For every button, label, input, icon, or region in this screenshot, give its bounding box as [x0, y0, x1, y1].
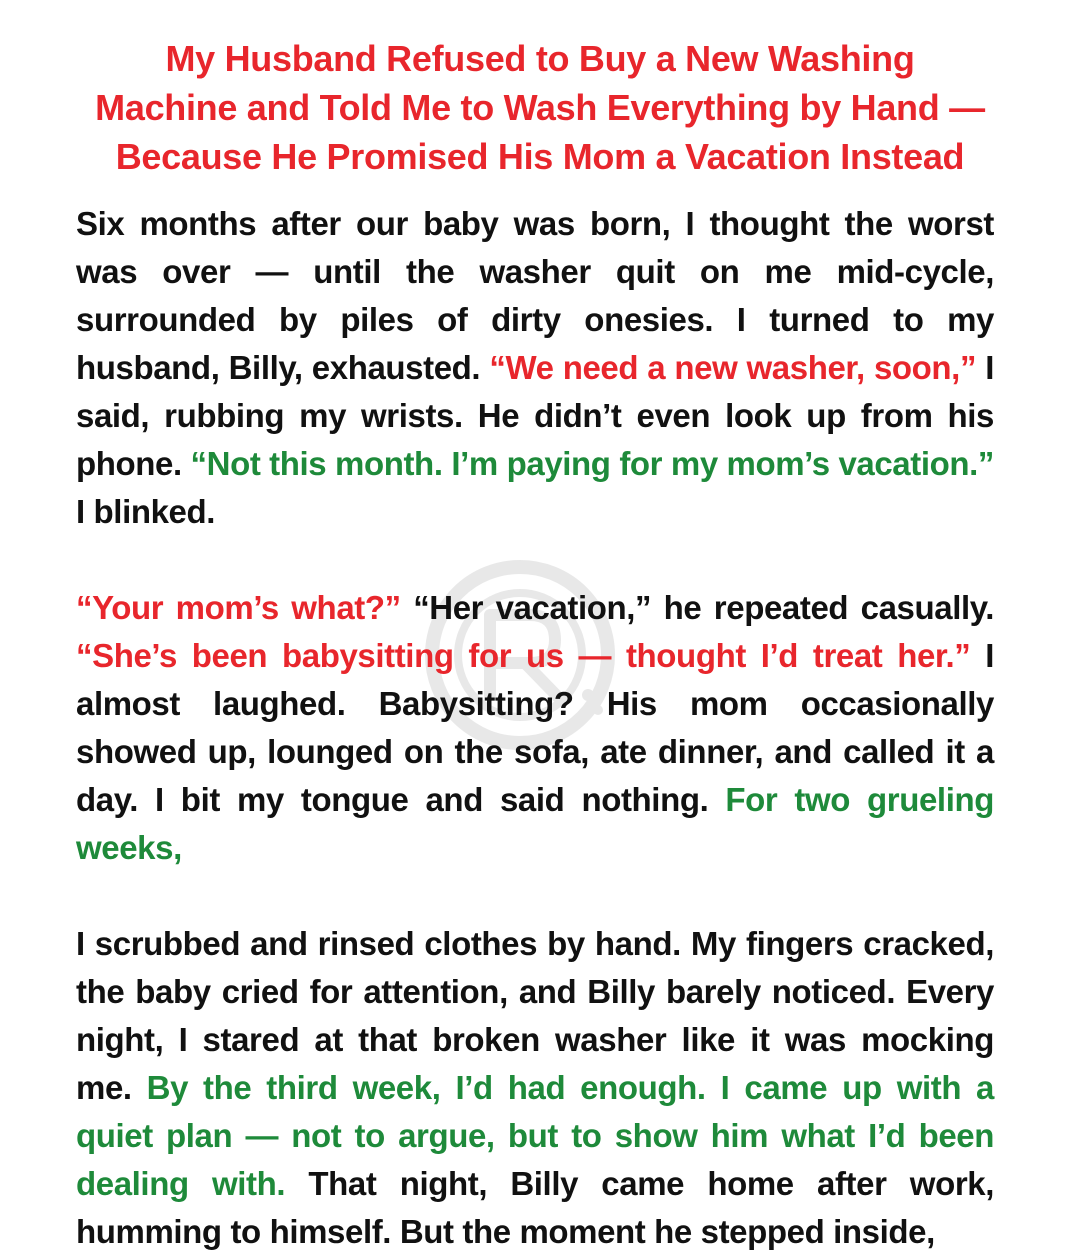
wife-quote: “Your mom’s what?”: [76, 589, 401, 626]
paragraph-3: [76, 920, 994, 1256]
text-segment: I blinked.: [76, 493, 216, 530]
paragraph-2: [76, 584, 994, 872]
paragraph-1: [76, 200, 994, 536]
title-line-2: Machine and Told Me to Wash Everything by Hand —: [95, 87, 985, 128]
highlight-text: For two grueling weeks,: [76, 781, 994, 866]
text-segment: That night, Billy came home after work, humming to himself. But the moment he stepped inside,: [76, 1165, 994, 1250]
text-segment: “Her vacation,” he repeated casually.: [400, 589, 994, 626]
husband-quote: “She’s been babysitting for us — thought I’d treat her.”: [76, 637, 971, 674]
text-segment: Six months after our baby was born, I thought the worst was over — until the washer quit on me mid-cycle, surrounded by piles of dirty onesies. I turned to my husband, Billy, exhausted.: [76, 205, 994, 386]
title-line-1: My Husband Refused to Buy a New Washing: [165, 38, 915, 79]
highlight-text: By the third week, I’d had enough. I came up with a quiet plan — not to argue, but to show him what I’d been dealing with.: [76, 1069, 995, 1202]
text-segment: I said, rubbing my wrists. He didn’t even look up from his phone.: [76, 349, 994, 482]
wife-quote: “We need a new washer, soon,”: [489, 349, 977, 386]
text-segment: I almost laughed. Babysitting? His mom occasionally showed up, lounged on the sofa, ate dinner, and called it a day. I bit my tongue and said nothing.: [76, 637, 994, 818]
story-title: [60, 34, 1020, 181]
husband-quote: “Not this month. I’m paying for my mom’s vacation.”: [190, 445, 995, 482]
story-body: [76, 200, 994, 1258]
text-segment: I scrubbed and rinsed clothes by hand. My fingers cracked, the baby cried for attention, and Billy barely noticed. Every night, I stared at that broken washer like it was mocking me.: [76, 925, 994, 1106]
title-line-3: Because He Promised His Mom a Vacation Instead: [115, 136, 965, 177]
